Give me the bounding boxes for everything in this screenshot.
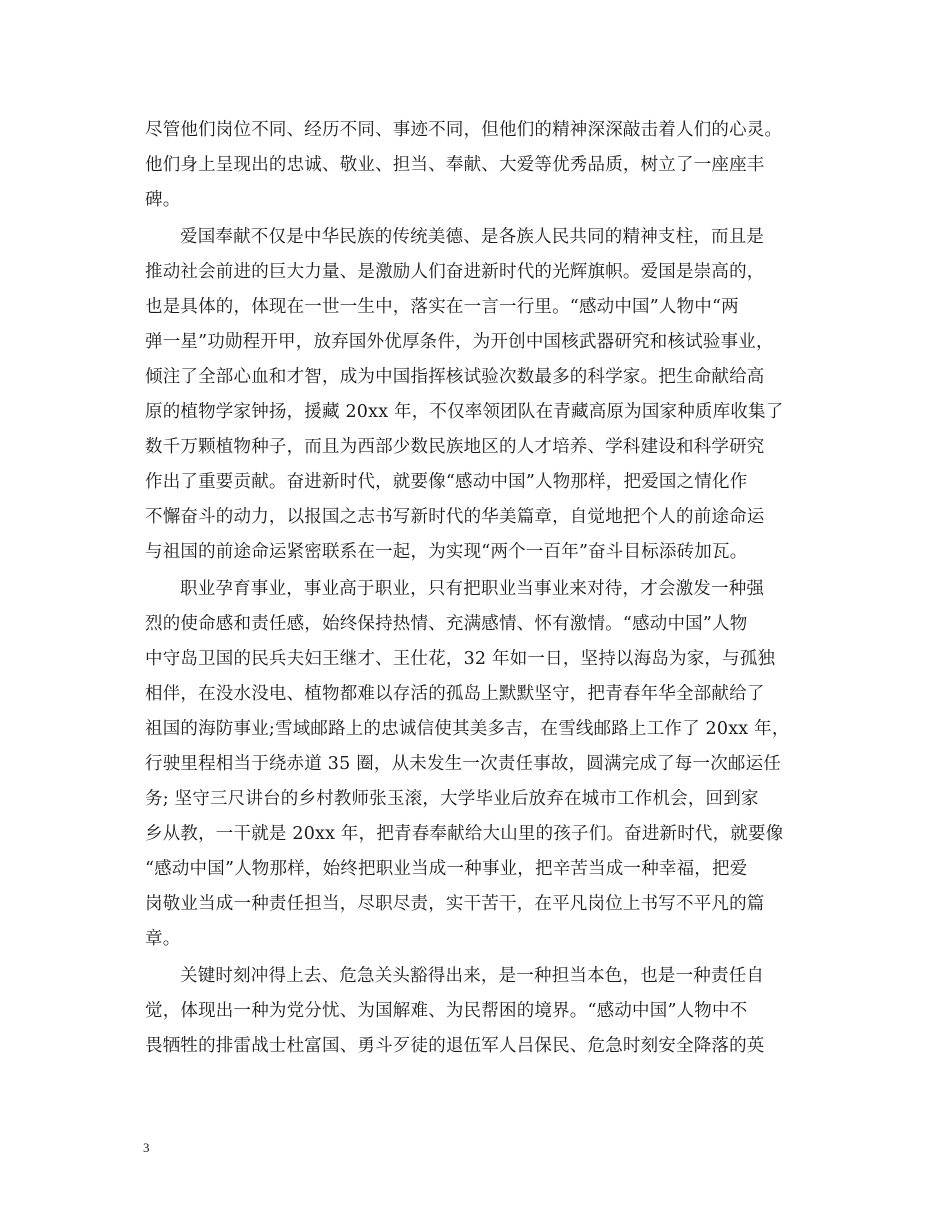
- text-line: 尽管他们岗位不同、经历不同、事迹不同，但他们的精神深深敲击着人们的心灵。: [145, 120, 783, 140]
- text-line: 他们身上呈现出的忠诚、敬业、担当、奉献、大爱等优秀品质，树立了一座座丰: [145, 155, 765, 175]
- text-line: 章。: [145, 929, 181, 949]
- text-line: 数千万颗植物种子，而且为西部少数民族地区的人才培养、学科建设和科学研究: [145, 437, 765, 457]
- text-line: 弹一星”功勋程开甲，放弃国外优厚条件，为开创中国核武器研究和核试验事业，: [145, 332, 774, 352]
- text-line: 作出了重要贡献。奋进新时代，就要像“感动中国”人物那样，把爱国之情化作: [145, 472, 748, 492]
- text-line: 碑。: [145, 190, 181, 210]
- text-line: 乡从教，一干就是 20xx 年，把青春奉献给大山里的孩子们。奋进新时代，就要像: [145, 824, 784, 844]
- text-line: 推动社会前进的巨大力量、是激励人们奋进新时代的光辉旗帜。爱国是崇高的，: [145, 262, 765, 282]
- text-line: 觉，体现出一种为党分忧、为国解难、为民帮困的境界。“感动中国”人物中不: [145, 1001, 748, 1021]
- text-line: 与祖国的前途命运紧密联系在一起，为实现“两个一百年”奋斗目标添砖加瓦。: [145, 542, 748, 562]
- text-line: 务; 坚守三尺讲台的乡村教师张玉滚，大学毕业后放弃在城市工作机会，回到家: [145, 789, 759, 809]
- text-line: 也是具体的，体现在一世一生中，落实在一言一行里。“感动中国”人物中“两: [145, 297, 739, 317]
- text-line: 祖国的海防事业;雪域邮路上的忠诚信使其美多吉，在雪线邮路上工作了 20xx 年，: [145, 719, 790, 739]
- text-line: 相伴，在没水没电、植物都难以存活的孤岛上默默坚守，把青春年华全部献给了: [145, 684, 765, 704]
- text-line: “感动中国”人物那样，始终把职业当成一种事业，把辛苦当成一种幸福，把爱: [145, 859, 748, 879]
- paragraph-first-line: 关键时刻冲得上去、危急关头豁得出来，是一种担当本色，也是一种责任自: [180, 966, 765, 986]
- text-line: 岗敬业当成一种责任担当，尽职尽责，实干苦干，在平凡岗位上书写不平凡的篇: [145, 894, 765, 914]
- text-line: 倾注了全部心血和才智，成为中国指挥核试验次数最多的科学家。把生命献给高: [145, 367, 765, 387]
- text-line: 中守岛卫国的民兵夫妇王继才、王仕花，32 年如一日，坚持以海岛为家，与孤独: [145, 649, 776, 669]
- paragraph-first-line: 爱国奉献不仅是中华民族的传统美德、是各族人民共同的精神支柱，而且是: [180, 227, 765, 247]
- text-line: 不懈奋斗的动力，以报国之志书写新时代的华美篇章，自觉地把个人的前途命运: [145, 507, 765, 527]
- page-number: 3: [143, 1140, 150, 1155]
- text-line: 畏牺牲的排雷战士杜富国、勇斗歹徒的退伍军人吕保民、危急时刻安全降落的英: [145, 1036, 765, 1056]
- text-line: 行驶里程相当于绕赤道 35 圈，从未发生一次责任事故，圆满完成了每一次邮运任: [145, 754, 781, 774]
- paragraph-first-line: 职业孕育事业，事业高于职业，只有把职业当事业来对待，才会激发一种强: [180, 579, 765, 599]
- text-line: 烈的使命感和责任感，始终保持热情、充满感情、怀有激情。“感动中国”人物: [145, 614, 748, 634]
- text-line: 原的植物学家钟扬，援藏 20xx 年，不仅率领团队在青藏高原为国家种质库收集了: [145, 402, 784, 422]
